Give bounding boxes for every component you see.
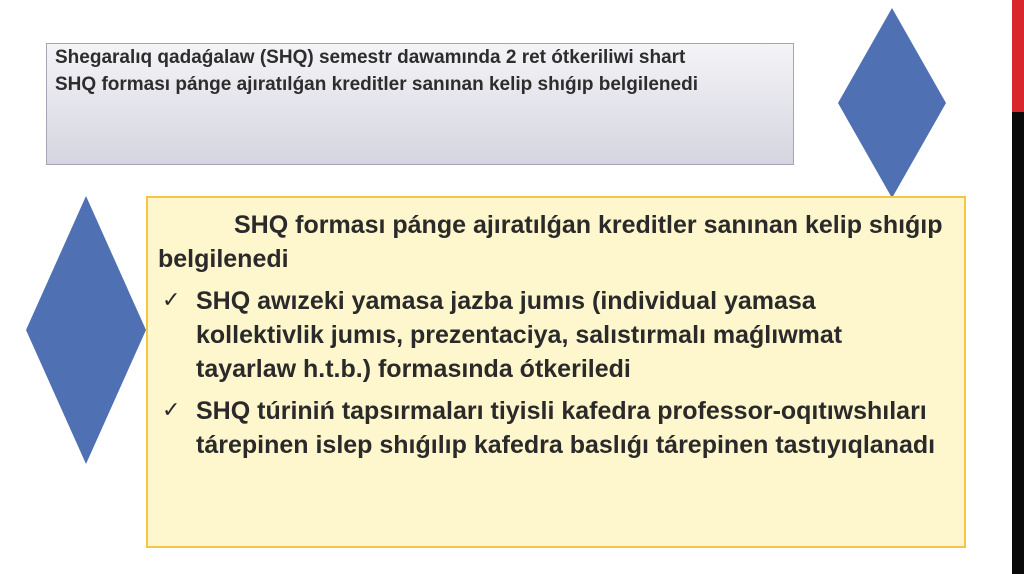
- edge-bar-red: [1012, 0, 1024, 112]
- edge-bar-black: [1012, 112, 1024, 574]
- bullet-text-2: SHQ túriniń tapsırmaları tiyisli kafedra professor-oqıtıwshıları tárepinen islep shıǵılıp kafedra baslıǵı tárepinen tastıyıqlanadı: [196, 397, 936, 459]
- summary-line-2: SHQ forması pánge ajıratılǵan kreditler sanınan kelip shıǵıp belgilenedi: [55, 74, 698, 95]
- checkmark-icon: ✓: [162, 288, 181, 313]
- diamond-shape-top-right: [838, 8, 946, 198]
- main-content-box: [146, 196, 966, 548]
- bullet-item-2: [158, 394, 944, 462]
- diamond-shape-left: [26, 196, 146, 464]
- bullet-text-1: SHQ awızeki yamasa jazba jumıs (individual yamasa kollektivlik jumıs, prezentaciya, salıstırmalı maǵlıwmat tayarlaw h.t.b.) formasında ótkeriledi: [196, 287, 843, 383]
- summary-line-1: Shegaralıq qadaǵalaw (SHQ) semestr dawamında 2 ret ótkeriliwi shart: [55, 47, 686, 68]
- bullet-item-1: [158, 284, 944, 386]
- main-intro-text: SHQ forması pánge ajıratılǵan kreditler sanınan kelip shıǵıp belgilenedi: [158, 211, 943, 273]
- checkmark-icon: ✓: [162, 398, 181, 423]
- summary-box: [46, 43, 794, 165]
